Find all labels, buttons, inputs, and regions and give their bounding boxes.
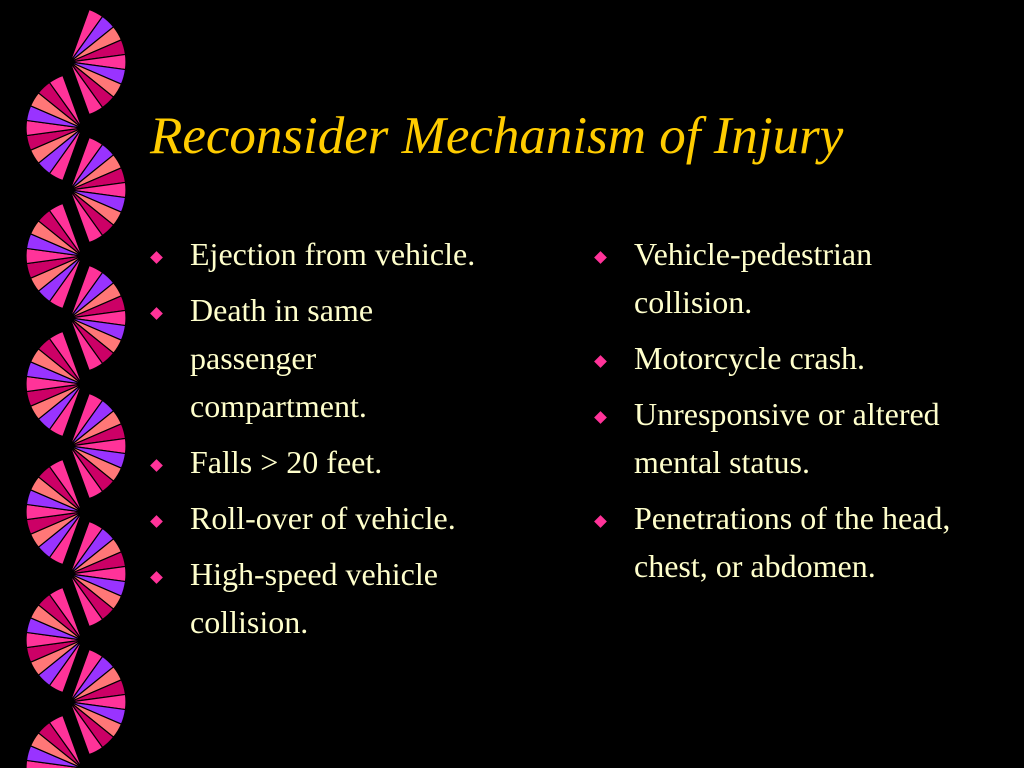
bullet-diamond-icon <box>150 459 163 472</box>
left-bullet-list <box>150 230 550 654</box>
list-item-text: Vehicle-pedestrian collision. <box>634 236 873 320</box>
list-item <box>150 286 550 430</box>
list-item-text: Penetrations of the head, chest, or abdomen. <box>634 500 951 584</box>
list-item <box>594 230 1004 326</box>
fan-segment-icon <box>26 331 82 436</box>
fan-segment-icon <box>70 521 126 626</box>
fan-segment-icon <box>26 75 82 180</box>
fan-segment-icon <box>70 137 126 242</box>
right-bullet-list <box>594 230 1004 598</box>
list-item-text: Unresponsive or altered mental status. <box>634 396 940 480</box>
list-item <box>150 494 550 542</box>
bullet-diamond-icon <box>594 355 607 368</box>
list-item-text: Falls > 20 feet. <box>190 444 383 480</box>
list-item-text: Motorcycle crash. <box>634 340 866 376</box>
fan-segment-icon <box>70 9 126 114</box>
list-item-text: Roll-over of vehicle. <box>190 500 456 536</box>
bullet-diamond-icon <box>594 251 607 264</box>
bullet-diamond-icon <box>150 571 163 584</box>
list-item <box>150 550 550 646</box>
fan-segment-icon <box>26 203 82 308</box>
list-item <box>594 494 1004 590</box>
bullet-diamond-icon <box>594 515 607 528</box>
list-item <box>150 438 550 486</box>
bullet-diamond-icon <box>594 411 607 424</box>
fan-segment-icon <box>70 649 126 754</box>
fan-segment-icon <box>70 393 126 498</box>
bullet-diamond-icon <box>150 307 163 320</box>
list-item-text: Ejection from vehicle. <box>190 236 476 272</box>
bullet-diamond-icon <box>150 515 163 528</box>
fan-segment-icon <box>70 265 126 370</box>
fan-segment-icon <box>26 715 82 768</box>
bullet-diamond-icon <box>150 251 163 264</box>
slide-title: Reconsider Mechanism of Injury <box>150 107 844 165</box>
list-item-text: Death in same passenger compartment. <box>190 292 374 424</box>
list-item <box>594 390 1004 486</box>
list-item-text: High-speed vehicle collision. <box>190 556 438 640</box>
fan-chain-decoration-icon <box>0 0 140 768</box>
list-item <box>150 230 550 278</box>
fan-segment-icon <box>26 459 82 564</box>
fan-segment-icon <box>26 587 82 692</box>
list-item <box>594 334 1004 382</box>
